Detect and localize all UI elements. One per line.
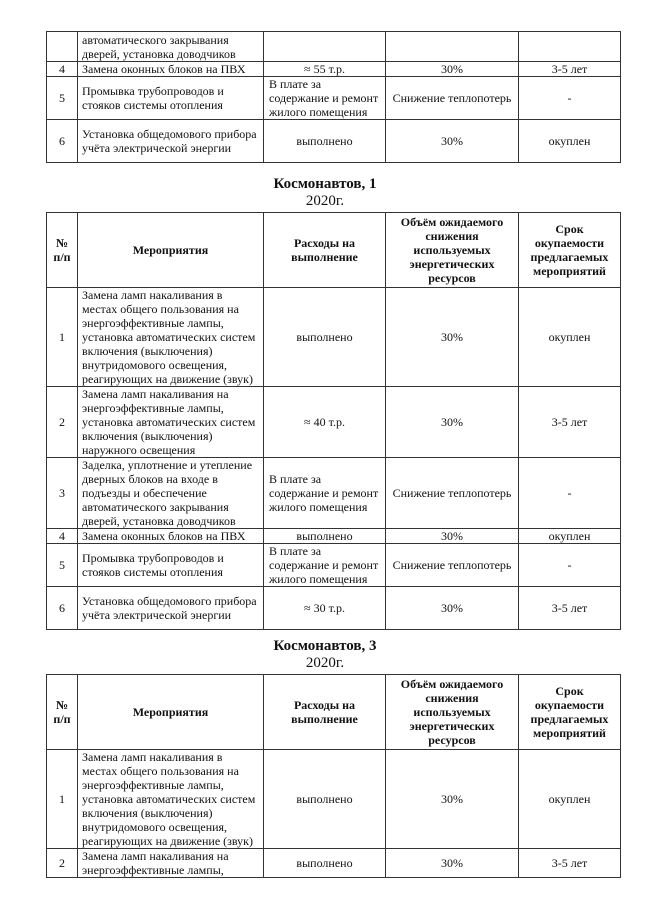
section-year: 2020г. [305,655,345,671]
row-volume: 30% [386,587,519,630]
row-volume: 30% [386,120,519,163]
table-row [47,288,621,387]
row-volume [386,32,519,62]
table-header-row [47,213,621,288]
row-payback [519,32,621,62]
row-volume: 30% [386,529,519,544]
table-row [47,32,621,62]
table-row [47,750,621,849]
row-volume: 30% [386,387,519,458]
row-volume: 30% [386,750,519,849]
row-number: 2 [47,387,78,458]
row-cost: выполнено [264,750,386,849]
row-activity: автоматического закрывания дверей, установка доводчиков [78,32,264,62]
row-volume: Снижение теплопотерь [386,77,519,120]
row-payback: - [519,544,621,587]
row-activity: Промывка трубопроводов и стояков системы отопления [78,77,264,120]
header-volume: Объём ожидаемого снижения используемых энергетических ресурсов [386,213,519,288]
row-cost: ≈ 40 т.р. [264,387,386,458]
header-num: № п/п [47,213,78,288]
row-activity: Замена оконных блоков на ПВХ [78,62,264,77]
row-cost: В плате за содержание и ремонт жилого помещения [264,77,386,120]
row-activity: Замена ламп накаливания на энергоэффективные лампы, установка автоматических систем включения (выключения) наружного освещения [78,387,264,458]
row-number [47,32,78,62]
row-number: 1 [47,288,78,387]
table-row [47,62,621,77]
section-title: Космонавтов, 3 [273,638,377,654]
row-cost [264,32,386,62]
row-cost: выполнено [264,529,386,544]
row-volume: 30% [386,62,519,77]
row-payback: окуплен [519,750,621,849]
row-cost: ≈ 30 т.р. [264,587,386,630]
row-volume: Снижение теплопотерь [386,458,519,529]
row-cost: выполнено [264,288,386,387]
header-activity: Мероприятия [78,213,264,288]
row-payback: окуплен [519,120,621,163]
row-number: 2 [47,849,78,878]
header-cost: Расходы на выполнение [264,213,386,288]
table-row [47,458,621,529]
row-cost: В плате за содержание и ремонт жилого помещения [264,458,386,529]
row-cost: выполнено [264,120,386,163]
row-payback: 3-5 лет [519,587,621,630]
row-number: 6 [47,587,78,630]
measures-table-kosmonavtov-3 [46,674,621,878]
header-volume: Объём ожидаемого снижения используемых энергетических ресурсов [386,675,519,750]
table-row [47,587,621,630]
row-payback: окуплен [519,288,621,387]
row-cost: выполнено [264,849,386,878]
row-number: 3 [47,458,78,529]
table-row [47,849,621,878]
row-activity: Установка общедомового прибора учёта электрической энергии [78,120,264,163]
row-number: 5 [47,544,78,587]
table-row [47,544,621,587]
row-payback: 3-5 лет [519,849,621,878]
header-num: № п/п [47,675,78,750]
header-activity: Мероприятия [78,675,264,750]
row-cost: ≈ 55 т.р. [264,62,386,77]
row-volume: 30% [386,849,519,878]
row-cost: В плате за содержание и ремонт жилого помещения [264,544,386,587]
row-payback: окуплен [519,529,621,544]
row-payback: 3-5 лет [519,62,621,77]
row-payback: - [519,77,621,120]
table-row [47,387,621,458]
table-row [47,529,621,544]
row-activity: Замена ламп накаливания на энергоэффективные лампы, [78,849,264,878]
header-payback: Срок окупаемости предлагаемых мероприятий [519,675,621,750]
section-year: 2020г. [305,193,345,209]
row-number: 5 [47,77,78,120]
row-activity: Установка общедомового прибора учёта электрической энергии [78,587,264,630]
row-activity: Замена ламп накаливания в местах общего пользования на энергоэффективные лампы, установка автоматических систем включения (выключения) внутридомового освещения, реагирующих на движение (звук) [78,750,264,849]
header-payback: Срок окупаемости предлагаемых мероприятий [519,213,621,288]
measures-table-continued [46,31,621,163]
row-volume: Снижение теплопотерь [386,544,519,587]
row-activity: Заделка, уплотнение и утепление дверных блоков на входе в подъезды и обеспечение автоматического закрывания дверей, установка доводчиков [78,458,264,529]
row-activity: Промывка трубопроводов и стояков системы отопления [78,544,264,587]
row-activity: Замена оконных блоков на ПВХ [78,529,264,544]
header-cost: Расходы на выполнение [264,675,386,750]
row-number: 6 [47,120,78,163]
row-payback: - [519,458,621,529]
row-number: 4 [47,62,78,77]
row-volume: 30% [386,288,519,387]
measures-table-kosmonavtov-1 [46,212,621,630]
row-activity: Замена ламп накаливания в местах общего пользования на энергоэффективные лампы, установка автоматических систем включения (выключения) внутридомового освещения, реагирующих на движение (звук) [78,288,264,387]
row-number: 1 [47,750,78,849]
row-payback: 3-5 лет [519,387,621,458]
table-header-row [47,675,621,750]
row-number: 4 [47,529,78,544]
table-row [47,77,621,120]
section-title: Космонавтов, 1 [273,176,377,192]
table-row [47,120,621,163]
